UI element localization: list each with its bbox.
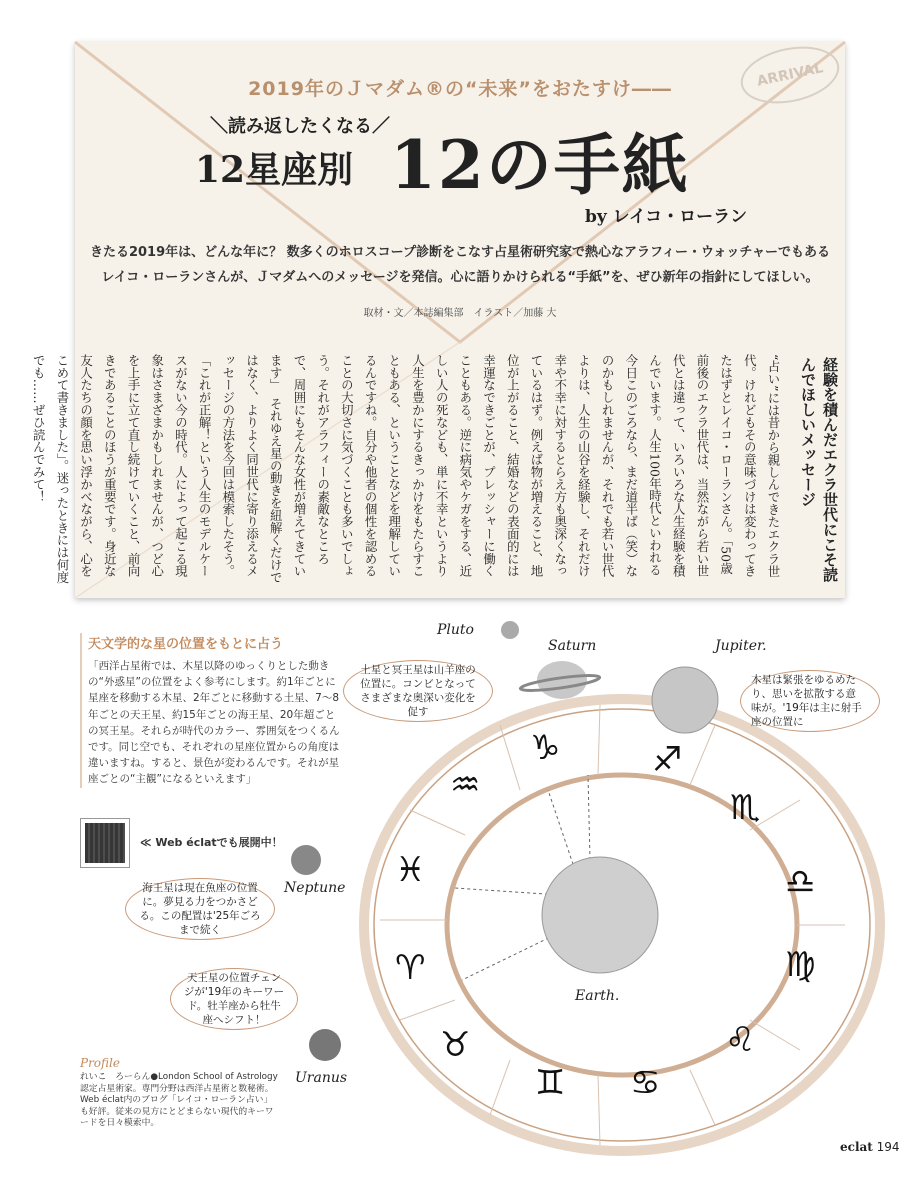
page-footer [840, 1140, 900, 1154]
neptune-label: Neptune [284, 880, 346, 896]
scorpio-icon: ♏ [730, 788, 761, 828]
bubble-jupiter: 木星は緊張をゆるめたり、思いを拡散する意味が。'19年は主に射手座の位置に [740, 670, 880, 732]
sagittarius-icon: ♐ [652, 740, 683, 780]
capricorn-icon: ♑ [530, 728, 561, 768]
web-eclat-link[interactable]: ≪ Web éclatでも展開中！ [140, 836, 283, 849]
byline: by レイコ・ローラン [585, 207, 748, 227]
lead-line-2: レイコ・ローランさんが、Ｊマダムへのメッセージを発信。心に語りかけられる“手紙”を、ぜひ新年の指針にしてほしい。 [101, 270, 819, 285]
neptune-illustration [291, 845, 321, 875]
title-prefix: 12星座別 [195, 149, 354, 191]
aries-icon: ♈ [395, 948, 426, 988]
bubble-saturn-pluto: 土星と冥王星は山羊座の位置に。コンビとなってさまざまな奥深い変化を促す [343, 660, 493, 722]
article-body: “占い”には昔から親しんできたエクラ世代。けれどもその意味づけは変わってきたはずとレイコ・ローランさん。「50歳前後のエクラ世代は、当然ながら若い世代とは違って、いろいろな人生経験を積んでいます。人生100年時代といわれる今日このごろなら、まだ道半ば（笑）なのかもしれませんが、それでも若い世代よりは、人生の山谷を経験し、それだけ幸や不幸に対するとらえ方も奥深くなっているはず。例えば物が増えること、地位が上がること、結婚などの表面的には幸運なできごとが、プレッシャーに働くこともある。逆に病気やケガをする、近しい人の死なども、単に不幸というより人生を豊かにするきっかけをもたらすこともある、ということなどを理解しているんですね。自分や他者の個性を認めることの大切さに気づくことも多いでしょう。それがアラフィーの素敵なところで、周囲にもそんな女性が増えてきています」 それゆえ星の動きを紐解くだけではなく、よりよく同世代に寄り添えるメッセージの方法を今回は模索したそう。「これが正解！という人生のモデルケースがない今の時代。人によって起こる現象はさまざまかもしれませんが、つど心を上手に立て直し続けていくこと、前向きであることのほうが重要です。身近な友人たちの顔を思い浮かべながら、心をこめて書きました」。迷ったときには何度でも……ぜひ読んでみて！ [31, 354, 781, 584]
pluto-label: Pluto [437, 622, 474, 638]
profile-body: れいこ ろーらん●London School of Astrology認定占星術家。専門分野は西洋占星術と数秘術。Web éclat内のブログ「レイコ・ローラン占い」も好評。従来の見方にとどまらない現代的キーワードを日々模索中。 [80, 1072, 278, 1128]
pisces-icon: ♓ [395, 850, 426, 890]
page-number: 194 [876, 1140, 900, 1154]
saturn-label: Saturn [548, 638, 597, 654]
bubble-uranus: 天王星の位置チェンジが'19年のキーワード。牡羊座から牡牛座へシフト！ [170, 968, 298, 1030]
lead-line-1: きたる2019年は、どんな年に？ 数多くのホロスコープ診断をこなす占星術研究家で熱心なアラフィー・ウォッチャーでもある [89, 245, 831, 260]
kicker: 2019年のＪマダム®の“未来”をおたすけ―― [248, 78, 672, 100]
pluto-illustration [501, 621, 519, 639]
jupiter-illustration [652, 667, 718, 733]
sidebar-body: 「西洋占星術では、木星以降のゆっくりとした動きの“外惑星”の位置をよく参考にします。約1年ごとに星座を移動する木星、2年ごとに移動する土星、7～8年ごとの天王星、約15年ごとの海王星、20年超ごとの冥王星。それらが時代のカラー、雰囲気をつくるんです。同じ空でも、それぞれの星座位置からの角度は違いますね。すると、景色が変わるんです。それが星座ごとの“主観”になるといえます」 [88, 660, 340, 786]
article-heading: 経験を積んだエクラ世代にこそ読んでほしいメッセージ [799, 357, 839, 582]
arrival-stamp: ARRIVAL [735, 38, 844, 112]
taurus-icon: ♉ [440, 1025, 471, 1065]
jupiter-label: Jupiter. [715, 638, 767, 654]
cancer-icon: ♋ [630, 1063, 661, 1103]
uranus-label: Uranus [295, 1070, 348, 1086]
aquarius-icon: ♒ [450, 765, 481, 805]
libra-icon: ♎ [785, 862, 816, 902]
leo-icon: ♌ [725, 1020, 756, 1060]
virgo-icon: ♍ [785, 945, 816, 985]
magazine-name: eclat [840, 1140, 873, 1154]
profile [80, 1056, 280, 1130]
earth-label: Earth. [575, 988, 620, 1004]
bubble-neptune: 海王星は現在魚座の位置に。夢見る力をつかさどる。この配置は'25年ごろまで続く [125, 878, 275, 940]
credit: 取材・文／本誌編集部 イラスト／加藤 大 [363, 308, 557, 319]
profile-label: Profile [80, 1056, 120, 1070]
earth-illustration [542, 857, 658, 973]
subtitle: ＼読み返したくなる／ [210, 116, 390, 137]
uranus-illustration [309, 1029, 341, 1061]
gemini-icon: ♊ [535, 1063, 566, 1103]
page-title: 12の手紙 [390, 126, 690, 204]
sidebar-heading: 天文学的な星の位置をもとに占う [88, 637, 284, 652]
